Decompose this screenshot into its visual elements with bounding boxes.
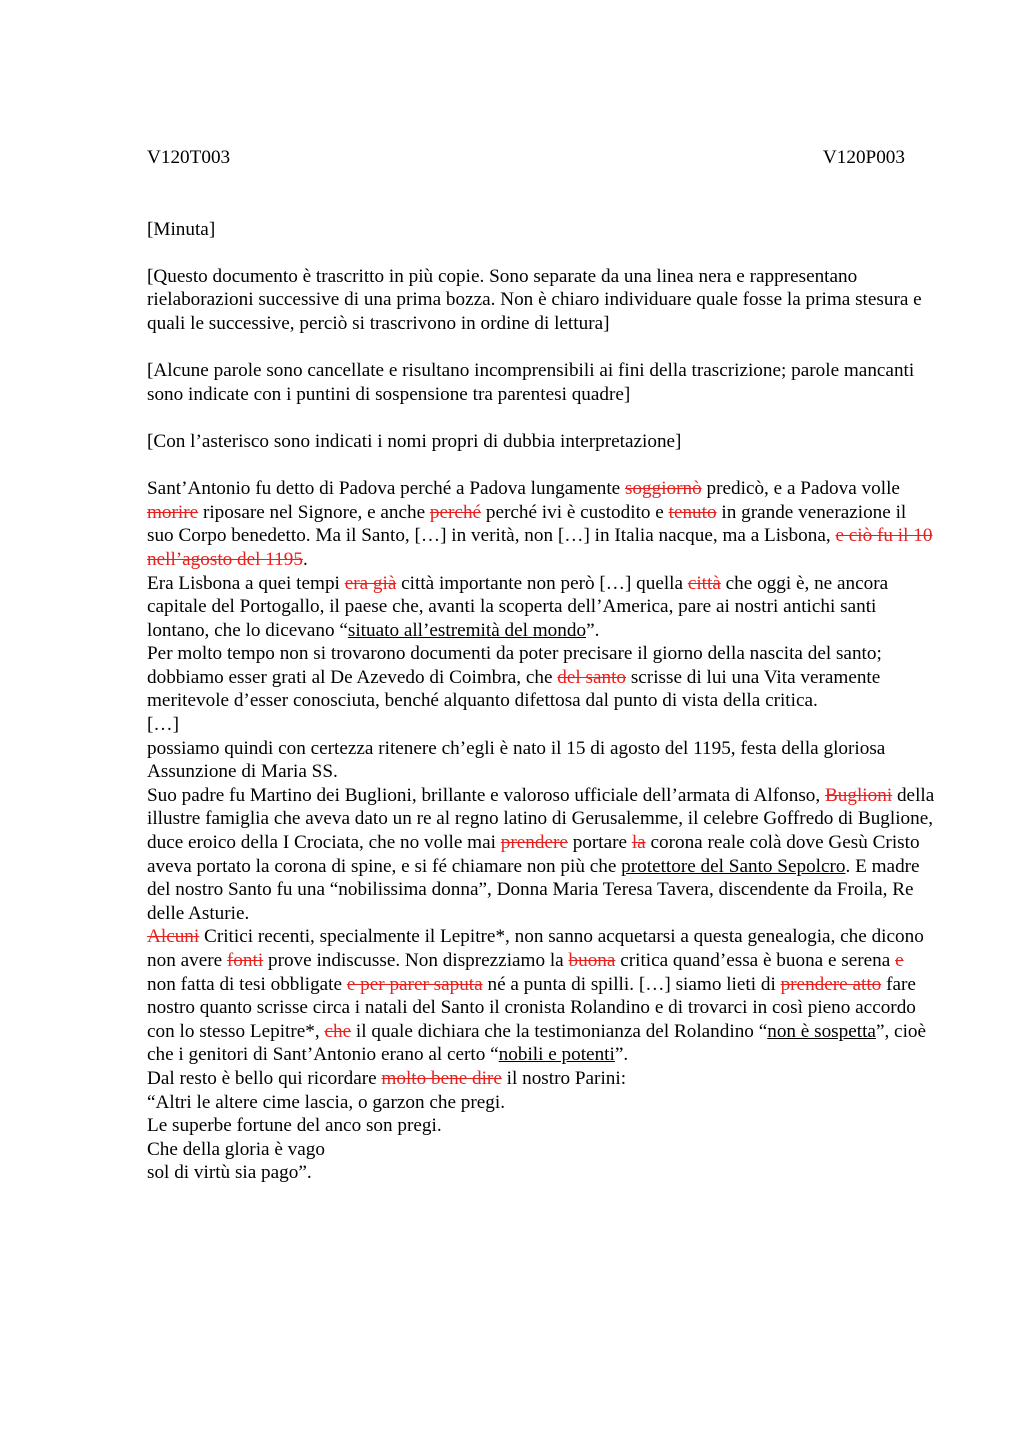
poem-line: “Altri le altere cime lascia, o garzon che pregi. — [147, 1091, 505, 1113]
deleted-word: prendere — [500, 832, 568, 854]
minuta-label: [Minuta] — [147, 218, 216, 240]
underlined-quote: nobili e potenti — [498, 1044, 615, 1066]
deleted-phrase: molto bene dire — [381, 1067, 502, 1089]
deleted-word: Buglioni — [824, 784, 893, 806]
paragraph-critics: Alcuni Critici recenti, specialmente il Lepitre*, non sanno acquetarsi a questa genealogia, che dicono non avere fonti prove indiscusse. Non disprezziamo la buona critica quand’essa è buona e serena e non fatta di tesi obbligate e per parer saputa né a punta di spilli. […] siamo lieti di prendere atto fare nostro quanto scrisse circa i natali del Santo il cronista Rolandino e di trovarci in così pieno accordo con lo stesso Lepitre*, che il quale dichiara che la testimonianza del Rolandino “non è sospetta”, cioè che i genitori di Sant’Antonio erano al certo “nobili e potenti”. — [147, 926, 927, 1066]
poem-line: sol di virtù sia pago”. — [147, 1162, 312, 1184]
deleted-phrase: e per parer saputa — [346, 973, 483, 995]
transcription-note-copies: [Questo documento è trascritto in più copie. Sono separate da una linea nera e rappresentano rielaborazioni successive di una prima bozza. Non è chiaro individuare quale fosse la prima stesura e quali le successive, perciò si trascrivono in ordine di lettura] — [147, 265, 922, 334]
deleted-word: perché — [429, 501, 482, 523]
paragraph-padova: Sant’Antonio fu detto di Padova perché a Padova lungamente soggiornò predicò, e a Padova volle morire riposare nel Signore, e anche perché perché ivi è custodito e tenuto in grande venerazione il suo Corpo benedetto. Ma il Santo, […] in verità, non […] in Italia nacque, ma a Lisbona, e ciò fu il 10 nell’agosto del 1195. — [147, 478, 933, 570]
underlined-quote: situato all’estremità del mondo — [347, 619, 587, 641]
deleted-word: che — [324, 1020, 352, 1042]
paragraph-parini: Dal resto è bello qui ricordare molto bene dire il nostro Parini: — [147, 1067, 627, 1089]
paragraph-father: Suo padre fu Martino dei Buglioni, brillante e valoroso ufficiale dell’armata di Alfonso, Buglioni della illustre famiglia che aveva dato un re al regno latino di Gerusalemme, il celebre Goffredo di Buglione, duce eroico della I Crociata, che no volle mai prendere portare la corona reale colà dove Gesù Cristo aveva portato la corona di spine, e si fé chiamare non più che protettore del Santo Sepolcro. E madre del nostro Santo fu una “nobilissima donna”, Donna Maria Teresa Tavera, discendente da Froila, Re delle Asturie. — [147, 784, 935, 924]
right-code: V120P003 — [822, 147, 905, 168]
deleted-word: soggiornò — [624, 478, 702, 500]
transcription-note-asterisk: [Con l’asterisco sono indicati i nomi propri di dubbia interpretazione] — [147, 430, 682, 452]
deleted-word: buona — [568, 950, 616, 971]
paragraph-documents: Per molto tempo non si trovarono documenti da poter precisare il giorno della nascita del santo; dobbiamo esser grati al De Azevedo di Coimbra, che del santo scrisse di lui una Vita veramente meritevole d’esser conosciuta, benché alquanto difettosa dal punto di vista della critica. — [147, 643, 882, 712]
deleted-word: del santo — [557, 666, 627, 688]
transcription-note-deletions: [Alcune parole sono cancellate e risultano incomprensibili ai fini della trascrizione; parole mancanti sono indicate con i puntini di sospensione tra parentesi quadre] — [147, 360, 915, 405]
document-codes — [147, 146, 905, 170]
deleted-word: fonti — [226, 950, 264, 971]
underlined-quote: protettore del Santo Sepolcro — [621, 855, 846, 877]
poem-line: Le superbe fortune del anco son pregi. — [147, 1115, 442, 1137]
deleted-word: e — [895, 950, 904, 971]
deleted-word: morire — [147, 501, 199, 523]
deleted-phrase: prendere atto — [780, 973, 882, 995]
deleted-word: la — [631, 832, 646, 854]
deleted-word: tenuto — [668, 501, 717, 523]
deleted-word: era già — [344, 572, 397, 594]
document-page — [147, 146, 937, 1185]
left-code: V120T003 — [147, 147, 231, 168]
ellipsis-line: […] — [147, 714, 179, 736]
underlined-quote: non è sospetta — [767, 1020, 876, 1042]
paragraph-birth-date: possiamo quindi con certezza ritenere ch’egli è nato il 15 di agosto del 1195, festa della gloriosa Assunzione di Maria SS. — [147, 737, 886, 783]
poem-line: Che della gloria è vago — [147, 1138, 325, 1160]
deleted-word: città — [687, 572, 721, 594]
paragraph-lisbona: Era Lisbona a quei tempi era già città importante non però […] quella città che oggi è, ne ancora capitale del Portogallo, il paese che, avanti la scoperta dell’America, pare ai nostri antichi santi lontano, che lo dicevano “situato all’estremità del mondo”. — [147, 572, 889, 641]
deleted-phrase: e ciò fu il 10 nell’agosto del 1195 — [147, 525, 933, 570]
parini-poem — [147, 1091, 937, 1185]
deleted-word: Alcuni — [147, 926, 200, 948]
